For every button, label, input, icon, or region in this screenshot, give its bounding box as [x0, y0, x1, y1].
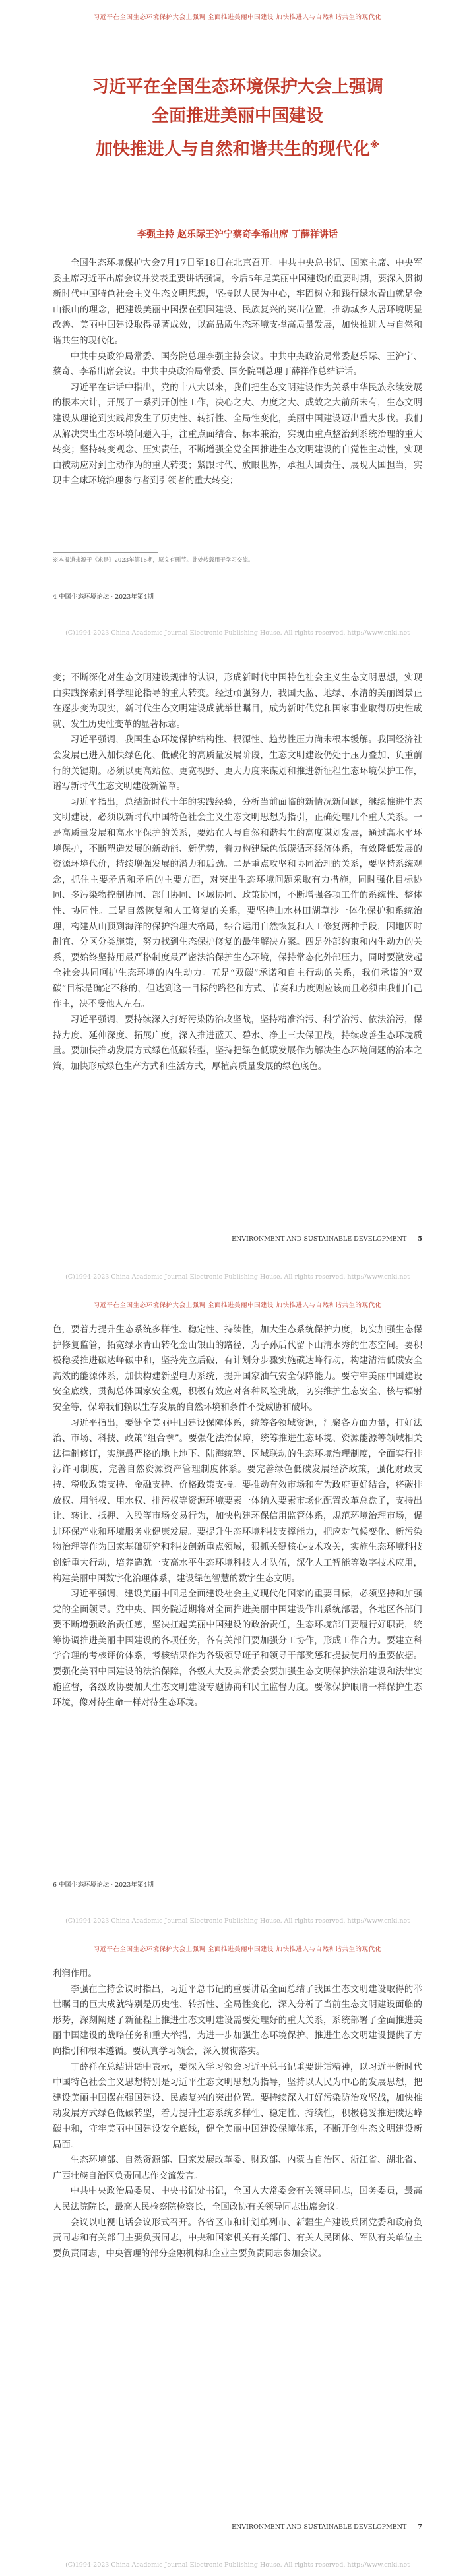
- title-line-3: [26, 131, 449, 164]
- paragraph: 丁薛祥在总结讲话中表示，要深入学习领会习近平总书记重要讲话精神，以习近平新时代中国特色社会主义思想特别是习近平生态文明思想为指导，坚持以人民为中心的发展思想，把建设美丽中国摆在强国建设、民族复兴的突出位置。要持续深入打好污染防治攻坚战，加快推动发展方式绿色低碳转型，着力提升生态系统多样性、稳定性、持续性，积极稳妥推进碳达峰碳中和，守牢美丽中国建设安全底线，健全美丽中国建设保障体系，不断开创生态文明建设新局面。: [53, 2062, 422, 2150]
- title-line-3-text: 加快推进人与自然和谐共生的现代化: [95, 139, 370, 160]
- paragraph: 习近平指出，要健全美丽中国建设保障体系，统筹各领域资源，汇聚各方面力量，打好法治、市场、科技、政策“组合拳”。要强化法治保障，统筹推进生态环境、资源能源等领域相关法律制修订，实施最严格的地上地下、陆海统筹、区域联动的生态环境治理制度，全面实行排污许可制度，完善自然资源资产管理制度体系。要完善绿色低碳发展经济政策，强化财政支持、税收政策支持、金融支持、价格政策支持。要推动有效市场和有为政府更好结合，将碳排放权、用能权、用水权、排污权等资源环境要素一体纳入要素市场化配置改革总盘子，支持出让、转让、抵押、入股等市场交易行为，加快构建环保信用监管体系，规范环境治理市场，促进环保产业和环境服务业健康发展。要提升生态环境科技支撑能力，把应对气候变化、新污染物治理等作为国家基础研究和科技创新重点领域，狠抓关键核心技术攻关，实施生态环境科技创新重大行动，培养造就一支高水平生态环境科技人才队伍，深化人工智能等数字技术应用，构建美丽中国数字化治理体系，建设绿色智慧的数字生态文明。: [53, 1418, 422, 1584]
- paragraph: 全国生态环境保护大会7月17日至18日在北京召开。中共中央总书记、国家主席、中央军委主席习近平出席会议并发表重要讲话强调，今后5年是美丽中国建设的重要时期，要深入贯彻新时代中国特色社会主义生态文明思想，坚持以人民为中心，牢固树立和践行绿水青山就是金山银山的理念，把建设美丽中国摆在强国建设、民族复兴的突出位置，推动城乡人居环境明显改善、美丽中国建设取得显著成效，以高品质生态环境支撑高质量发展，加快推进人与自然和谐共生的现代化。: [53, 258, 422, 346]
- paragraph: 色，要着力提升生态系统多样性、稳定性、持续性，加大生态系统保护力度，切实加强生态保护修复监管，拓宽绿水青山转化金山银山的路径，为子孙后代留下山清水秀的生态空间。要积极稳妥推进碳达峰碳中和，坚持先立后破，有计划分步骤实施碳达峰行动，构建清洁低碳安全高效的能源体系，加快构建新型电力系统，提升国家油气安全保障能力。要守牢美丽中国建设安全底线，贯彻总体国家安全观，积极有效应对各种风险挑战，切实维护生态安全、核与辐射安全等，保障我们赖以生存发展的自然环境和条件不受威胁和破坏。: [53, 1325, 422, 1413]
- byline: 李强主持 赵乐际王沪宁蔡奇李希出席 丁薛祥讲话: [137, 229, 338, 240]
- paragraph: 利润作用。: [53, 1969, 97, 1979]
- running-header: 习近平在全国生态环境保护大会上强调 全面推进美丽中国建设 加快推进人与自然和谐共生的现代化: [93, 1946, 382, 1953]
- journal-name-en: ENVIRONMENT AND SUSTAINABLE DEVELOPMENT: [232, 2523, 407, 2531]
- page-3-body: [53, 1322, 422, 1711]
- page-4-body: [53, 1966, 422, 2262]
- paragraph: 李强在主持会议时指出，习近平总书记的重要讲话全面总结了我国生态文明建设取得的举世瞩目的巨大成就特别是历史性、转折性、全局性变化，深入分析了当前生态文明建设面临的形势，深刻阐述了新征程上推进生态文明建设需要处理好的重大关系，系统部署了全面推进美丽中国建设的战略任务和重大举措，为进一步加强生态环境保护、推进生态文明建设提供了方向指引和根本遵循。要认真学习领会，深入贯彻落实。: [53, 1984, 422, 2057]
- page-3: [0, 1288, 475, 1932]
- page-footer-left: 4 中国生态环境论坛 · 2023年第4期: [53, 593, 154, 600]
- title-line-1: 习近平在全国生态环境保护大会上强调: [91, 77, 383, 97]
- paragraph: 习近平指出，总结新时代十年的实践经验，分析当前面临的新情况新问题，继续推进生态文明建设，必须以新时代中国特色社会主义生态文明思想为指引，正确处理几个重大关系。一是高质量发展和高水平保护的关系，要站在人与自然和谐共生的高度谋划发展，通过高水平环境保护，不断塑造发展的新动能、新优势，着力构建绿色低碳循环经济体系，有效降低发展的资源环境代价，持续增强发展的潜力和后劲。二是重点攻坚和协同治理的关系，要坚持系统观念，抓住主要矛盾和矛盾的主要方面，对突出生态环境问题采取有力措施，同时强化目标协同、多污染物控制协同、部门协同、区域协同、政策协同，不断增强各项工作的系统性、整体性、协同性。三是自然恢复和人工修复的关系，要坚持山水林田湖草沙一体化保护和系统治理，构建从山顶到海洋的保护治理大格局，综合运用自然恢复和人工修复两种手段，因地因时制宜、分区分类施策，努力找到生态保护修复的最佳解决方案。四是外部约束和内生动力的关系，要始终坚持用最严格制度最严密法治保护生态环境，保持常态化外部压力，同时要激发起全社会共同呵护生态环境的内生动力。五是“双碳”承诺和自主行动的关系，我们承诺的“双碳”目标是确定不移的，但达到这一目标的路径和方式、节奏和力度则应该而且必须由我们自己作主，决不受他人左右。: [53, 797, 422, 1010]
- copyright-watermark: (C)1994-2023 China Academic Journal Electronic Publishing House. All rights reserved. http://www.cnki.net: [65, 1917, 410, 1925]
- page-footer-right: [232, 1235, 422, 1243]
- page-footer-left: 6 中国生态环境论坛 · 2023年第4期: [53, 1881, 154, 1888]
- page-number: 7: [418, 2523, 422, 2531]
- footnote: ※本报道来源于《求是》2023年第16期，原文有删节。此处转载用于学习交流。: [53, 557, 254, 564]
- page-1-body: [53, 256, 422, 489]
- paragraph: 习近平强调，我国生态环境保护结构性、根源性、趋势性压力尚未根本缓解。我国经济社会发展已进入加快绿色化、低碳化的高质量发展阶段，生态文明建设仍处于压力叠加、负重前行的关键期。必须以更高站位、更宽视野、更大力度来谋划和推进新征程生态环境保护工作，谱写新时代生态文明建设新篇章。: [53, 735, 422, 792]
- paragraph: 中共中央政治局常委、国务院总理李强主持会议。中共中央政治局常委赵乐际、王沪宁、蔡奇、李希出席会议。中共中央政治局常委、国务院副总理丁薛祥作总结讲话。: [53, 351, 422, 378]
- paragraph: 习近平在讲话中指出，党的十八大以来，我们把生态文明建设作为关系中华民族永续发展的根本大计，开展了一系列开创性工作，决心之大、力度之大、成效之大前所未有，生态文明建设从理论到实践都发生了历史性、转折性、全局性变化，美丽中国建设迈出重大步伐。我们从解决突出生态环境问题入手，注重点面结合、标本兼治，实现由重点整治到系统治理的重大转变；坚持转变观念、压实责任，不断增强全党全国推进生态文明建设的自觉性主动性，实现由被动应对到主动作为的重大转变；紧跟时代、放眼世界，承担大国责任、展现大国担当，实现由全球环境治理参与者到引领者的重大转变；: [53, 382, 422, 486]
- paragraph: 生态环境部、自然资源部、国家发展改革委、财政部、内蒙古自治区、浙江省、湖北省、广西壮族自治区负责同志作交流发言。: [53, 2155, 422, 2181]
- page-4: [0, 1932, 475, 2576]
- copyright-watermark: (C)1994-2023 China Academic Journal Electronic Publishing House. All rights reserved. http://www.cnki.net: [65, 629, 410, 637]
- paragraph: 习近平强调，要持续深入打好污染防治攻坚战，坚持精准治污、科学治污、依法治污，保持力度、延伸深度、拓展广度，深入推进蓝天、碧水、净土三大保卫战，持续改善生态环境质量。要加快推动发展方式绿色低碳转型，坚持把绿色低碳发展作为解决生态环境问题的治本之策，加快形成绿色生产方式和生活方式，厚植高质量发展的绿色底色。: [53, 1015, 422, 1072]
- running-header: 习近平在全国生态环境保护大会上强调 全面推进美丽中国建设 加快推进人与自然和谐共生的现代化: [93, 14, 382, 21]
- running-header: 习近平在全国生态环境保护大会上强调 全面推进美丽中国建设 加快推进人与自然和谐共生的现代化: [93, 1302, 382, 1309]
- copyright-watermark: (C)1994-2023 China Academic Journal Electronic Publishing House. All rights reserved. http://www.cnki.net: [65, 1273, 410, 1281]
- page-number: 5: [418, 1235, 422, 1243]
- paragraph: 习近平强调，建设美丽中国是全面建设社会主义现代化国家的重要目标，必须坚持和加强党的全面领导。党中央、国务院近期将对全面推进美丽中国建设作出系统部署，各地区各部门要不断增强政治责任感，坚决扛起美丽中国建设的政治责任，生态环境部门要履行好职责，统筹协调推进美丽中国建设的各项任务，各有关部门要加强分工协作，形成工作合力。要建立科学合理的考核评价体系，考核结果作为各级领导班子和领导干部奖惩和提拔使用的重要依据。要强化美丽中国建设的法治保障，各级人大及其常委会要加强生态文明保护法治建设和法律实施监督，各级政协要加大生态文明建设专题协商和民主监督力度。要像保护眼睛一样保护生态环境，像对待生命一样对待生态环境。: [53, 1589, 422, 1709]
- article-title: [26, 73, 449, 164]
- page-2-body: [53, 670, 422, 1074]
- copyright-watermark: (C)1994-2023 China Academic Journal Electronic Publishing House. All rights reserved. http://www.cnki.net: [65, 2561, 410, 2569]
- page-1: [0, 0, 475, 644]
- paragraph: 变；不断深化对生态文明建设规律的认识，形成新时代中国特色社会主义生态文明思想，实现由实践探索到科学理论指导的重大转变。经过顽强努力，我国天蓝、地绿、水清的美丽图景正在逐步变为现实，新时代生态文明建设成就举世瞩目，成为新时代党和国家事业取得历史性成就、发生历史性变革的显著标志。: [53, 673, 422, 730]
- footnote-mark: ※: [369, 139, 380, 151]
- page-footer-right: [232, 2523, 422, 2531]
- title-line-2: 全面推进美丽中国建设: [151, 106, 323, 126]
- paragraph: 会议以电视电话会议形式召开。各省区市和计划单列市、新疆生产建设兵团党委和政府负责同志和有关部门主要负责同志，中央和国家机关有关部门、有关人民团体、军队有关单位主要负责同志，中央管理的部分金融机构和企业主要负责同志参加会议。: [53, 2217, 422, 2259]
- journal-name-en: ENVIRONMENT AND SUSTAINABLE DEVELOPMENT: [232, 1235, 407, 1243]
- page-2: [0, 644, 475, 1288]
- footnote-rule: [53, 552, 158, 553]
- paragraph: 中共中央政治局委员、中央书记处书记，全国人大常委会有关领导同志，国务委员，最高人民法院院长，最高人民检察院检察长，全国政协有关领导同志出席会议。: [53, 2186, 422, 2212]
